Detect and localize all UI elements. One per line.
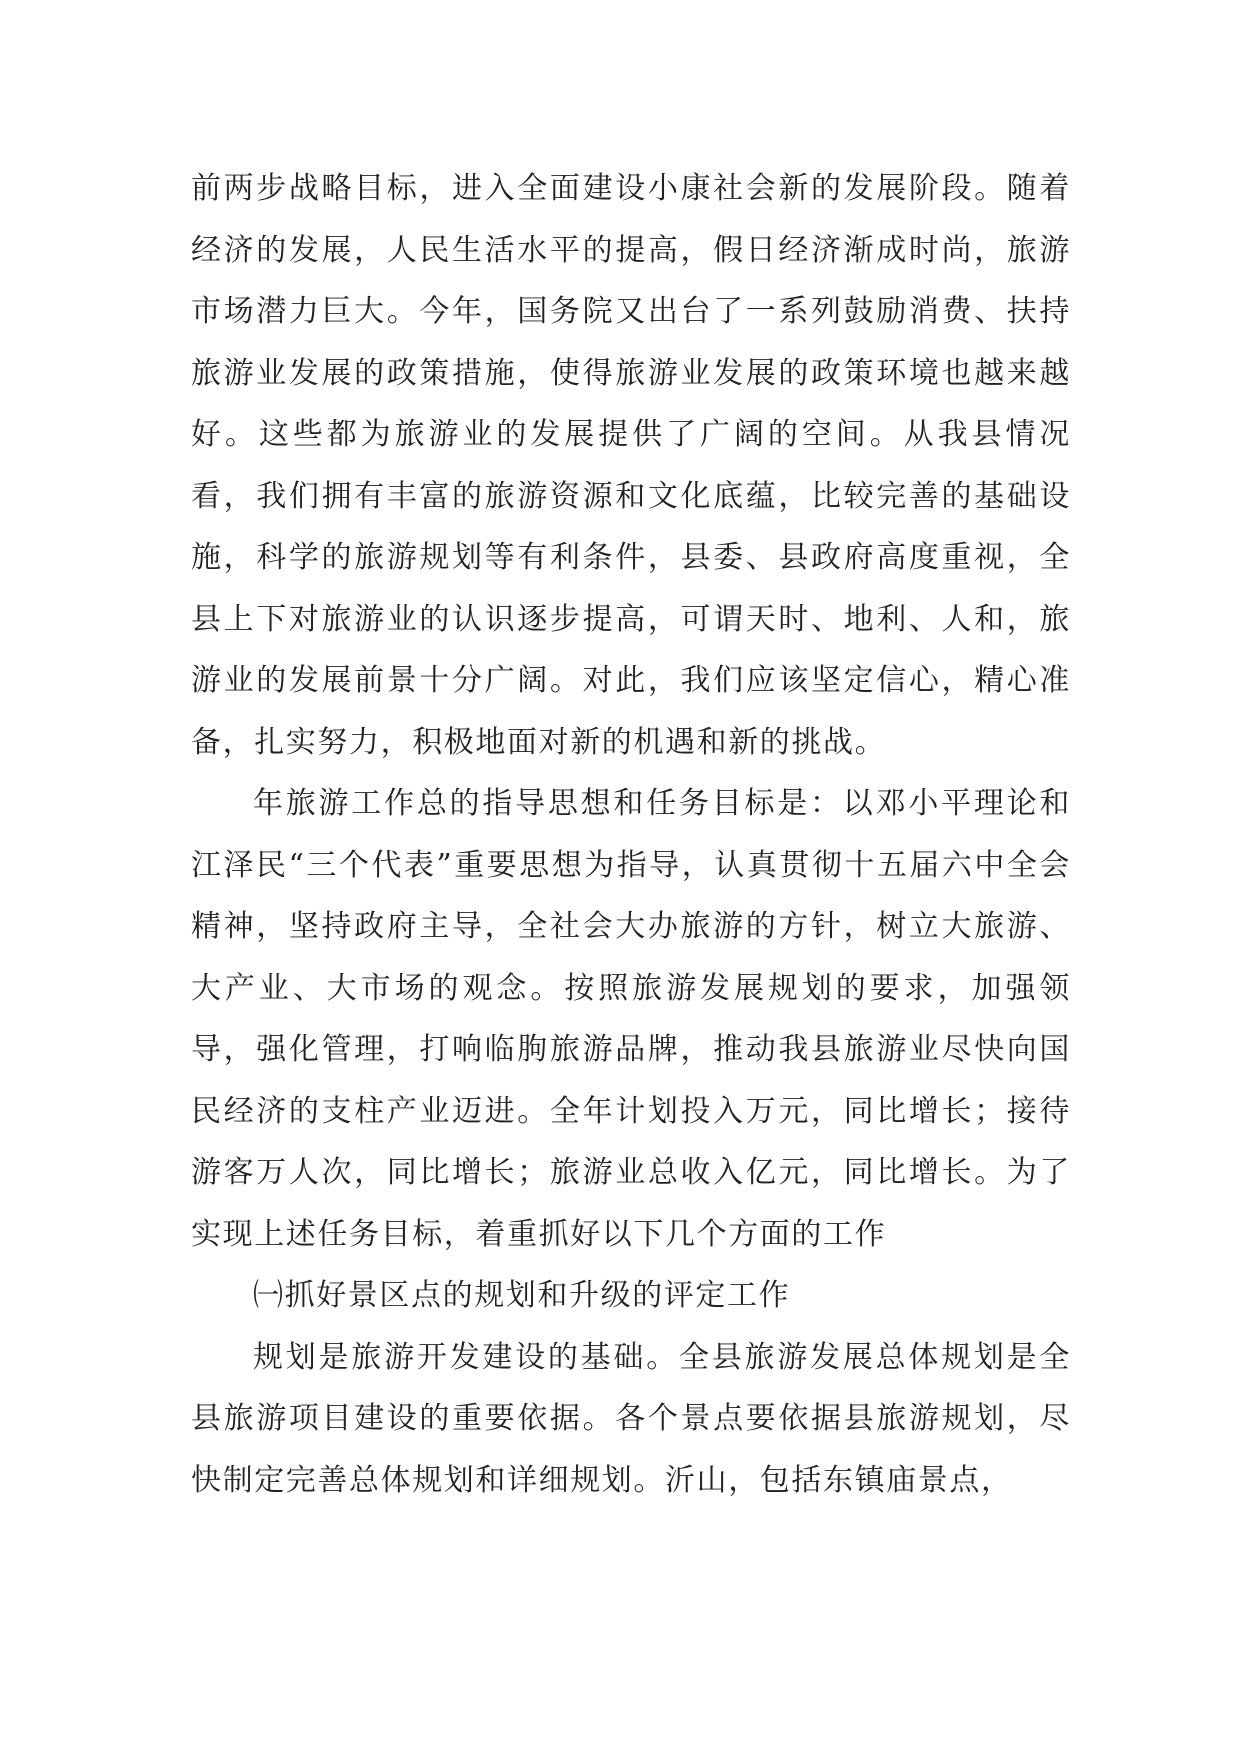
document-body — [191, 158, 1071, 1511]
paragraph-strategic-goals: 前两步战略目标，进入全面建设小康社会新的发展阶段。随着经济的发展，人民生活水平的提高，假日经济渐成时尚，旅游市场潜力巨大。今年，国务院又出台了一系列鼓励消费、扶持旅游业发展的政策措施，使得旅游业发展的政策环境也越来越好。这些都为旅游业的发展提供了广阔的空间。从我县情况看，我们拥有丰富的旅游资源和文化底蕴，比较完善的基础设施，科学的旅游规划等有利条件，县委、县政府高度重视，全县上下对旅游业的认识逐步提高，可谓天时、地利、人和，旅游业的发展前景十分广阔。对此，我们应该坚定信心，精心准备，扎实努力，积极地面对新的机遇和新的挑战。 — [191, 171, 1071, 760]
paragraph-planning-basis: 规划是旅游开发建设的基础。全县旅游发展总体规划是全县旅游项目建设的重要依据。各个景点要依据县旅游规划，尽快制定完善总体规划和详细规划。沂山，包括东镇庙景点， — [191, 1339, 1071, 1498]
paragraph-guiding-ideology: 年旅游工作总的指导思想和任务目标是：以邓小平理论和江泽民“三个代表”重要思想为指导，认真贯彻十五届六中全会精神，坚持政府主导，全社会大办旅游的方针，树立大旅游、大产业、大市场的观念。按照旅游发展规划的要求，加强领导，强化管理，打响临朐旅游品牌，推动我县旅游业尽快向国民经济的支柱产业迈进。全年计划投入万元，同比增长；接待游客万人次，同比增长；旅游业总收入亿元，同比增长。为了实现上述任务目标，着重抓好以下几个方面的工作 — [191, 786, 1071, 1252]
section-heading-scenic-planning: ㈠抓好景区点的规划和升级的评定工作 — [253, 1278, 791, 1313]
